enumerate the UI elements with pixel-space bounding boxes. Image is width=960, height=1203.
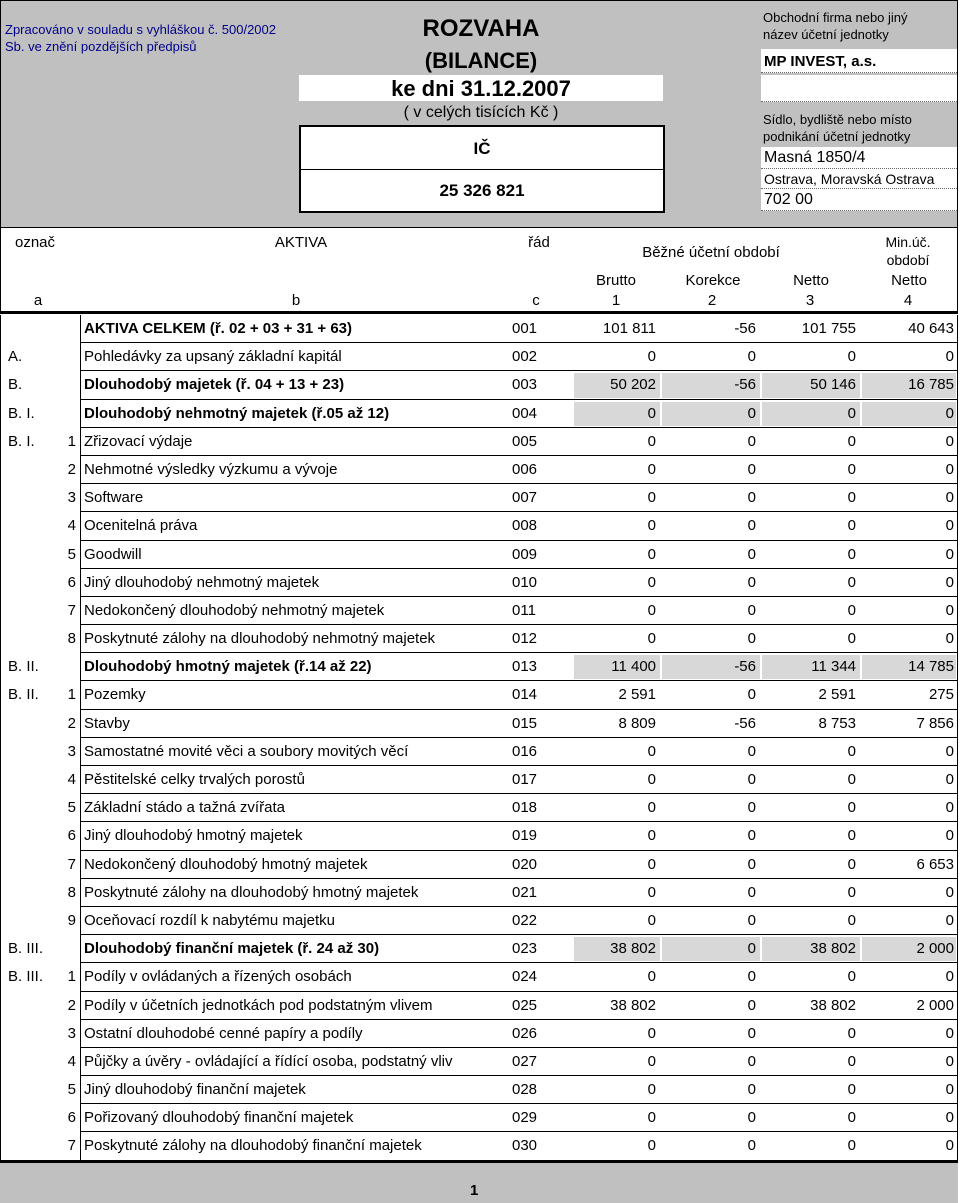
row-netto-prev: 0	[945, 827, 954, 845]
row-label: Poskytnuté zálohy na dlouhodobý finanční majetek	[84, 1137, 422, 1155]
row-label: Jiný dlouhodobý finanční majetek	[84, 1081, 306, 1099]
row-line-number: 021	[512, 883, 538, 901]
col-current-period: Běžné účetní období	[642, 244, 780, 261]
row-korekce: -56	[734, 658, 756, 676]
row-netto-prev: 0	[945, 432, 954, 450]
row-brutto: 0	[647, 601, 656, 619]
row-brutto: 0	[647, 545, 656, 563]
table-row	[0, 569, 958, 597]
row-brutto: 0	[647, 771, 656, 788]
row-brutto: 0	[647, 1081, 656, 1099]
row-netto: 2 591	[818, 686, 856, 704]
table-row	[0, 963, 958, 991]
ic-value: 25 326 821	[439, 181, 525, 200]
row-subindex: 4	[67, 771, 76, 788]
row-netto-prev: 14 785	[908, 658, 954, 676]
row-netto: 0	[847, 1081, 856, 1099]
firm-label-1: Obchodní firma nebo jiný	[763, 10, 908, 25]
row-label: Ocenitelná práva	[84, 517, 198, 535]
table-row	[0, 879, 958, 907]
row-netto-prev: 0	[945, 1137, 954, 1155]
row-netto-prev: 0	[945, 799, 954, 817]
row-netto-prev: 0	[945, 460, 954, 478]
row-line-number: 002	[512, 348, 538, 366]
row-korekce: 0	[747, 545, 756, 563]
row-line-number: 027	[512, 1052, 538, 1070]
row-netto: 0	[847, 827, 856, 845]
row-korekce: 0	[747, 601, 756, 619]
row-brutto: 0	[647, 630, 656, 648]
row-netto-prev: 0	[945, 771, 954, 788]
row-line-number: 029	[512, 1109, 538, 1127]
table-row	[0, 1132, 958, 1160]
row-brutto: 2 591	[618, 686, 656, 704]
row-subindex: 8	[67, 630, 76, 648]
row-netto-prev: 0	[945, 601, 954, 619]
row-subindex: 7	[67, 855, 76, 873]
row-subindex: 6	[67, 827, 76, 845]
row-netto-prev: 2 000	[916, 996, 954, 1014]
column-header	[0, 228, 958, 314]
table-row	[0, 1048, 958, 1076]
row-line-number: 001	[512, 320, 538, 337]
row-mark: B. II.	[8, 686, 39, 704]
row-netto-prev: 0	[945, 630, 954, 648]
row-line-number: 004	[512, 404, 538, 422]
row-line-number: 030	[512, 1137, 538, 1155]
row-korekce: 0	[747, 771, 756, 788]
row-subindex: 5	[67, 799, 76, 817]
row-netto: 0	[847, 883, 856, 901]
row-korekce: 0	[747, 348, 756, 366]
row-line-number: 024	[512, 968, 538, 986]
row-brutto: 0	[647, 968, 656, 986]
row-netto: 0	[847, 771, 856, 788]
row-line-number: 010	[512, 573, 538, 591]
row-netto: 0	[847, 460, 856, 478]
address-street: Masná 1850/4	[761, 147, 957, 169]
row-line-number: 013	[512, 658, 538, 676]
row-netto: 0	[847, 1109, 856, 1127]
row-label: Pohledávky za upsaný základní kapitál	[84, 348, 342, 366]
row-label: Zřizovací výdaje	[84, 432, 193, 450]
ic-box	[299, 125, 665, 213]
row-brutto: 0	[647, 517, 656, 535]
row-line-number: 007	[512, 489, 538, 507]
row-netto-prev: 40 643	[908, 320, 954, 337]
row-netto: 0	[847, 742, 856, 760]
row-subindex: 6	[67, 573, 76, 591]
table-row	[0, 851, 958, 879]
row-label: AKTIVA CELKEM (ř. 02 + 03 + 31 + 63)	[84, 320, 353, 337]
table-row	[0, 541, 958, 569]
row-brutto: 38 802	[610, 996, 656, 1014]
row-netto-prev: 2 000	[916, 940, 954, 958]
row-korekce: 0	[747, 1024, 756, 1042]
row-label: Samostatné movité věci a soubory movitých věcí	[84, 742, 409, 760]
form-header	[0, 0, 958, 228]
row-korekce: 0	[747, 432, 756, 450]
row-label: Nedokončený dlouhodobý nehmotný majetek	[84, 601, 385, 619]
row-label: Pořizovaný dlouhodobý finanční majetek	[84, 1109, 354, 1127]
table-row	[0, 1020, 958, 1048]
table-row	[0, 907, 958, 935]
row-brutto: 0	[647, 742, 656, 760]
row-netto: 0	[847, 1052, 856, 1070]
row-netto-prev: 0	[945, 348, 954, 366]
table-row	[0, 512, 958, 540]
row-label: Oceňovací rozdíl k nabytému majetku	[84, 911, 335, 929]
row-netto: 0	[847, 573, 856, 591]
row-korekce: 0	[747, 996, 756, 1014]
row-korekce: 0	[747, 1109, 756, 1127]
table-row	[0, 766, 958, 794]
col-idx-b: b	[291, 292, 301, 309]
row-line-number: 028	[512, 1081, 538, 1099]
row-netto-prev: 0	[945, 404, 954, 422]
row-subindex: 1	[67, 432, 76, 450]
row-subindex: 2	[67, 714, 76, 732]
row-korekce: 0	[747, 742, 756, 760]
seat-label-2: podnikání účetní jednotky	[763, 129, 911, 144]
row-line-number: 018	[512, 799, 538, 817]
row-brutto: 0	[647, 799, 656, 817]
row-brutto: 101 811	[602, 320, 656, 337]
row-label: Poskytnuté zálohy na dlouhodobý hmotný majetek	[84, 883, 419, 901]
row-subindex: 8	[67, 883, 76, 901]
row-netto-prev: 275	[928, 686, 954, 704]
table-row	[0, 315, 958, 343]
row-label: Pozemky	[84, 686, 146, 704]
row-netto: 0	[847, 968, 856, 986]
col-brutto: Brutto	[595, 272, 637, 289]
row-korekce: 0	[747, 404, 756, 422]
row-mark: B. III.	[8, 940, 44, 958]
row-subindex: 9	[67, 911, 76, 929]
row-mark: B. II.	[8, 658, 39, 676]
row-line-number: 014	[512, 686, 538, 704]
table-row	[0, 1076, 958, 1104]
row-label: Půjčky a úvěry - ovládající a řídící osoba, podstatný vliv	[84, 1052, 453, 1070]
row-korekce: 0	[747, 517, 756, 535]
row-line-number: 026	[512, 1024, 538, 1042]
row-line-number: 006	[512, 460, 538, 478]
table-row	[0, 343, 958, 371]
row-netto: 0	[847, 1024, 856, 1042]
balance-rows	[0, 315, 958, 1161]
row-korekce: 0	[747, 1137, 756, 1155]
row-netto: 0	[847, 799, 856, 817]
row-korekce: -56	[734, 376, 756, 394]
row-label: Goodwill	[84, 545, 142, 563]
row-korekce: 0	[747, 799, 756, 817]
row-brutto: 0	[647, 1024, 656, 1042]
row-korekce: 0	[747, 883, 756, 901]
row-brutto: 0	[647, 1137, 656, 1155]
table-row	[0, 400, 958, 428]
table-row	[0, 428, 958, 456]
row-netto-prev: 16 785	[908, 376, 954, 394]
table-row	[0, 484, 958, 512]
legal-note-line1: Zpracováno v souladu s vyhláškou č. 500/2002	[5, 22, 277, 37]
row-netto-prev: 0	[945, 545, 954, 563]
row-label: Dlouhodobý majetek (ř. 04 + 13 + 23)	[84, 376, 345, 394]
firm-name: MP INVEST, a.s.	[761, 49, 957, 73]
table-row	[0, 794, 958, 822]
row-korekce: 0	[747, 940, 756, 958]
table-row	[0, 681, 958, 709]
row-subindex: 1	[67, 968, 76, 986]
row-brutto: 0	[647, 404, 656, 422]
row-netto-prev: 0	[945, 968, 954, 986]
row-korekce: 0	[747, 1052, 756, 1070]
col-idx-3: 3	[805, 292, 815, 309]
address-zip: 702 00	[761, 189, 957, 211]
row-netto: 11 344	[811, 658, 856, 676]
row-label: Dlouhodobý finanční majetek (ř. 24 až 30)	[84, 940, 380, 958]
firm-name-line2	[761, 75, 957, 102]
row-subindex: 3	[67, 1024, 76, 1042]
row-korekce: 0	[747, 573, 756, 591]
row-korekce: 0	[747, 630, 756, 648]
row-line-number: 008	[512, 517, 538, 535]
row-brutto: 0	[647, 1109, 656, 1127]
row-subindex: 2	[67, 460, 76, 478]
row-netto: 0	[847, 517, 856, 535]
row-label: Nedokončený dlouhodobý hmotný majetek	[84, 855, 368, 873]
row-korekce: 0	[747, 827, 756, 845]
row-mark: B.	[8, 376, 23, 394]
row-netto-prev: 0	[945, 1052, 954, 1070]
row-brutto: 50 202	[610, 376, 656, 394]
firm-label-2: název účetní jednotky	[763, 27, 889, 42]
row-netto-prev: 0	[945, 517, 954, 535]
row-netto-prev: 6 653	[916, 855, 954, 873]
row-brutto: 8 809	[618, 714, 656, 732]
row-label: Poskytnuté zálohy na dlouhodobý nehmotný majetek	[84, 630, 436, 648]
row-line-number: 012	[512, 630, 538, 648]
col-prev-period-2: období	[886, 252, 930, 268]
row-brutto: 0	[647, 1052, 656, 1070]
address-city: Ostrava, Moravská Ostrava	[761, 169, 957, 189]
row-label: Jiný dlouhodobý hmotný majetek	[84, 827, 303, 845]
table-row	[0, 597, 958, 625]
row-subindex: 3	[67, 489, 76, 507]
row-netto: 0	[847, 489, 856, 507]
table-row	[0, 710, 958, 738]
row-netto: 101 755	[801, 320, 856, 337]
form-title: ROZVAHA	[422, 15, 540, 42]
col-idx-2: 2	[707, 292, 717, 309]
col-idx-1: 1	[611, 292, 621, 309]
row-subindex: 4	[67, 1052, 76, 1070]
col-netto-prev: Netto	[891, 272, 927, 289]
row-korekce: 0	[747, 1081, 756, 1099]
col-netto: Netto	[793, 272, 829, 289]
row-subindex: 7	[67, 1137, 76, 1155]
row-mark: B. I.	[8, 432, 35, 450]
row-netto: 0	[847, 404, 856, 422]
row-subindex: 3	[67, 742, 76, 760]
table-row	[0, 935, 958, 963]
row-line-number: 015	[512, 714, 538, 732]
row-korekce: 0	[747, 968, 756, 986]
row-label: Podíly v účetních jednotkách pod podstatným vlivem	[84, 996, 433, 1014]
row-netto-prev: 0	[945, 1081, 954, 1099]
col-idx-a: a	[33, 292, 43, 309]
row-mark: B. III.	[8, 968, 44, 986]
row-brutto: 0	[647, 855, 656, 873]
table-row	[0, 1104, 958, 1132]
row-korekce: -56	[734, 320, 756, 337]
row-mark: A.	[8, 348, 23, 366]
table-row	[0, 653, 958, 681]
row-line-number: 017	[512, 771, 538, 788]
row-label: Software	[84, 489, 144, 507]
row-line-number: 011	[512, 601, 536, 619]
row-netto: 0	[847, 911, 856, 929]
row-netto: 38 802	[810, 940, 856, 958]
table-row	[0, 738, 958, 766]
row-label: Dlouhodobý nehmotný majetek (ř.05 až 12)	[84, 404, 390, 422]
row-line-number: 009	[512, 545, 538, 563]
row-brutto: 0	[647, 883, 656, 901]
row-netto: 50 146	[810, 376, 856, 394]
row-label: Nehmotné výsledky výzkumu a vývoje	[84, 460, 338, 478]
row-label: Základní stádo a tažná zvířata	[84, 799, 285, 817]
row-brutto: 0	[647, 348, 656, 366]
legal-note-line2: Sb. ve znění pozdějších předpisů	[5, 39, 197, 54]
row-label: Ostatní dlouhodobé cenné papíry a podíly	[84, 1024, 363, 1042]
row-line-number: 016	[512, 742, 538, 760]
row-netto: 0	[847, 1137, 856, 1155]
row-netto-prev: 0	[945, 489, 954, 507]
row-korekce: 0	[747, 855, 756, 873]
footer-bar	[0, 1160, 958, 1203]
row-netto: 8 753	[818, 714, 856, 732]
row-line-number: 019	[512, 827, 538, 845]
row-korekce: -56	[734, 714, 756, 732]
report-date: ke dni 31.12.2007	[299, 75, 663, 101]
row-korekce: 0	[747, 911, 756, 929]
row-brutto: 0	[647, 460, 656, 478]
row-line-number: 025	[512, 996, 538, 1014]
col-aktiva: AKTIVA	[274, 234, 328, 251]
col-korekce: Korekce	[685, 272, 741, 289]
row-netto-prev: 0	[945, 573, 954, 591]
row-netto-prev: 0	[945, 742, 954, 760]
row-netto: 0	[847, 348, 856, 366]
col-oznac: označ	[14, 234, 56, 251]
row-korekce: 0	[747, 460, 756, 478]
row-brutto: 0	[647, 911, 656, 929]
row-netto: 0	[847, 630, 856, 648]
row-netto: 38 802	[810, 996, 856, 1014]
row-subindex: 4	[67, 517, 76, 535]
row-subindex: 5	[67, 1081, 76, 1099]
row-korekce: 0	[747, 489, 756, 507]
col-rad: řád	[528, 234, 550, 251]
row-brutto: 0	[647, 489, 656, 507]
row-mark: B. I.	[8, 404, 35, 422]
row-label: Jiný dlouhodobý nehmotný majetek	[84, 573, 320, 591]
row-netto: 0	[847, 545, 856, 563]
row-label: Stavby	[84, 714, 130, 732]
seat-label-1: Sídlo, bydliště nebo místo	[763, 112, 912, 127]
row-line-number: 023	[512, 940, 538, 958]
row-netto: 0	[847, 855, 856, 873]
row-brutto: 11 400	[611, 658, 656, 676]
col-idx-c: c	[532, 292, 540, 309]
table-row	[0, 992, 958, 1020]
row-netto-prev: 0	[945, 1109, 954, 1127]
row-brutto: 0	[647, 827, 656, 845]
row-subindex: 6	[67, 1109, 76, 1127]
row-subindex: 7	[67, 601, 76, 619]
row-netto: 0	[847, 601, 856, 619]
row-subindex: 5	[67, 545, 76, 563]
row-label: Dlouhodobý hmotný majetek (ř.14 až 22)	[84, 658, 372, 676]
col-prev-period-1: Min.úč.	[885, 234, 931, 250]
row-brutto: 0	[647, 432, 656, 450]
row-netto-prev: 0	[945, 1024, 954, 1042]
col-idx-4: 4	[903, 292, 913, 309]
row-netto: 0	[847, 432, 856, 450]
row-brutto: 0	[647, 573, 656, 591]
table-row	[0, 371, 958, 399]
row-subindex: 1	[67, 686, 76, 704]
form-subtitle: (BILANCE)	[424, 48, 538, 73]
row-label: Pěstitelské celky trvalých porostů	[84, 771, 305, 788]
page-number: 1	[470, 1182, 479, 1199]
row-line-number: 003	[512, 376, 538, 394]
row-subindex: 2	[67, 996, 76, 1014]
row-netto-prev: 7 856	[916, 714, 954, 732]
row-line-number: 022	[512, 911, 538, 929]
ic-label: IČ	[473, 139, 491, 158]
row-line-number: 005	[512, 432, 538, 450]
table-row	[0, 625, 958, 653]
row-korekce: 0	[747, 686, 756, 704]
row-brutto: 38 802	[610, 940, 656, 958]
table-row	[0, 822, 958, 850]
row-label: Podíly v ovládaných a řízených osobách	[84, 968, 352, 986]
table-row	[0, 456, 958, 484]
row-netto-prev: 0	[945, 911, 954, 929]
row-netto-prev: 0	[945, 883, 954, 901]
row-line-number: 020	[512, 855, 538, 873]
units-note: ( v celých tisících Kč )	[403, 104, 559, 121]
